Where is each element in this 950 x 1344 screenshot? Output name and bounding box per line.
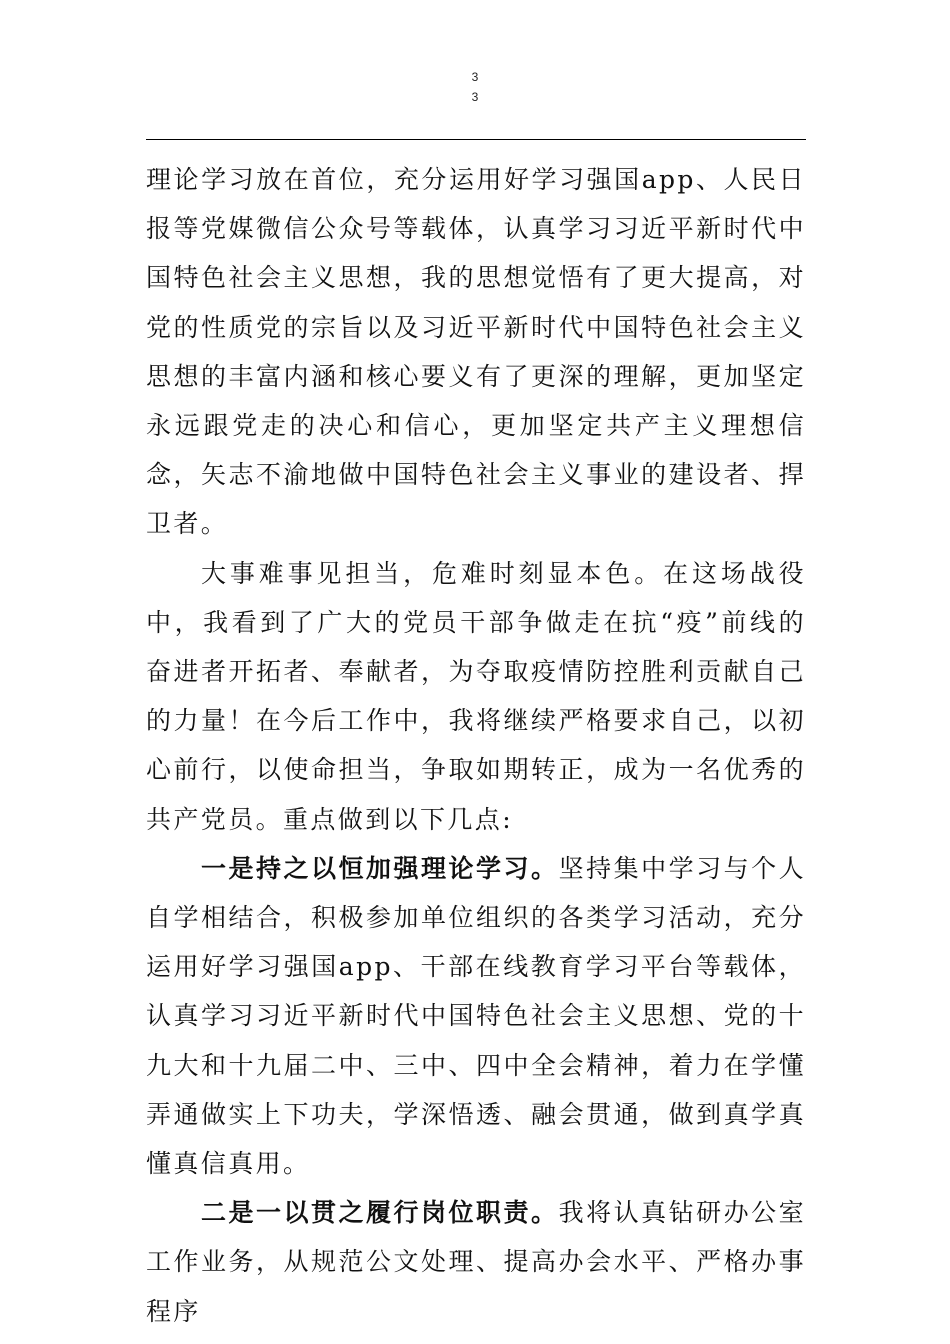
paragraph-2-text: 大事难事见担当，危难时刻显本色。在这场战役中，我看到了广大的党员干部争做走在抗“疫”前线的奋进者开拓者、奉献者，为夺取疫情防控胜利贡献自己的力量！在今后工作中，我将继续严格要求自己，以初心前行，以使命担当，争取如期转正，成为一名优秀的共产党员。重点做到以下几点: [146,558,806,834]
paragraph-1 [146,155,806,549]
paragraph-4-lead: 二是一以贯之履行岗位职责。 [201,1198,559,1228]
paragraph-4 [146,1188,806,1336]
header-rule [146,139,806,140]
paragraph-3 [146,844,806,1188]
page-number-bottom: 3 [471,90,479,104]
paragraph-1-text: 理论学习放在首位，充分运用好学习强国app、人民日报等党媒微信公众号等载体，认真学习习近平新时代中国特色社会主义思想，我的思想觉悟有了更大提高，对党的性质党的宗旨以及习近平新时代中国特色社会主义思想的丰富内涵和核心要义有了更深的理解，更加坚定永远跟党走的决心和信心，更加坚定共产主义理想信念，矢志不渝地做中国特色社会主义事业的建设者、捍卫者。 [146,165,806,539]
paragraph-2 [146,549,806,844]
paragraph-3-lead: 一是持之以恒加强理论学习。 [201,853,559,883]
document-body [146,155,806,1336]
paragraph-4-text: 我将认真钻研办公室工作业务，从规范公文处理、提高办会水平、严格办事程序 [146,1198,806,1326]
page-number-top: 3 [471,70,479,84]
paragraph-3-text: 坚持集中学习与个人自学相结合，积极参加单位组织的各类学习活动，充分运用好学习强国app、干部在线教育学习平台等载体，认真学习习近平新时代中国特色社会主义思想、党的十九大和十九届二中、三中、四中全会精神，着力在学懂弄通做实上下功夫，学深悟透、融会贯通，做到真学真懂真信真用。 [146,853,806,1179]
